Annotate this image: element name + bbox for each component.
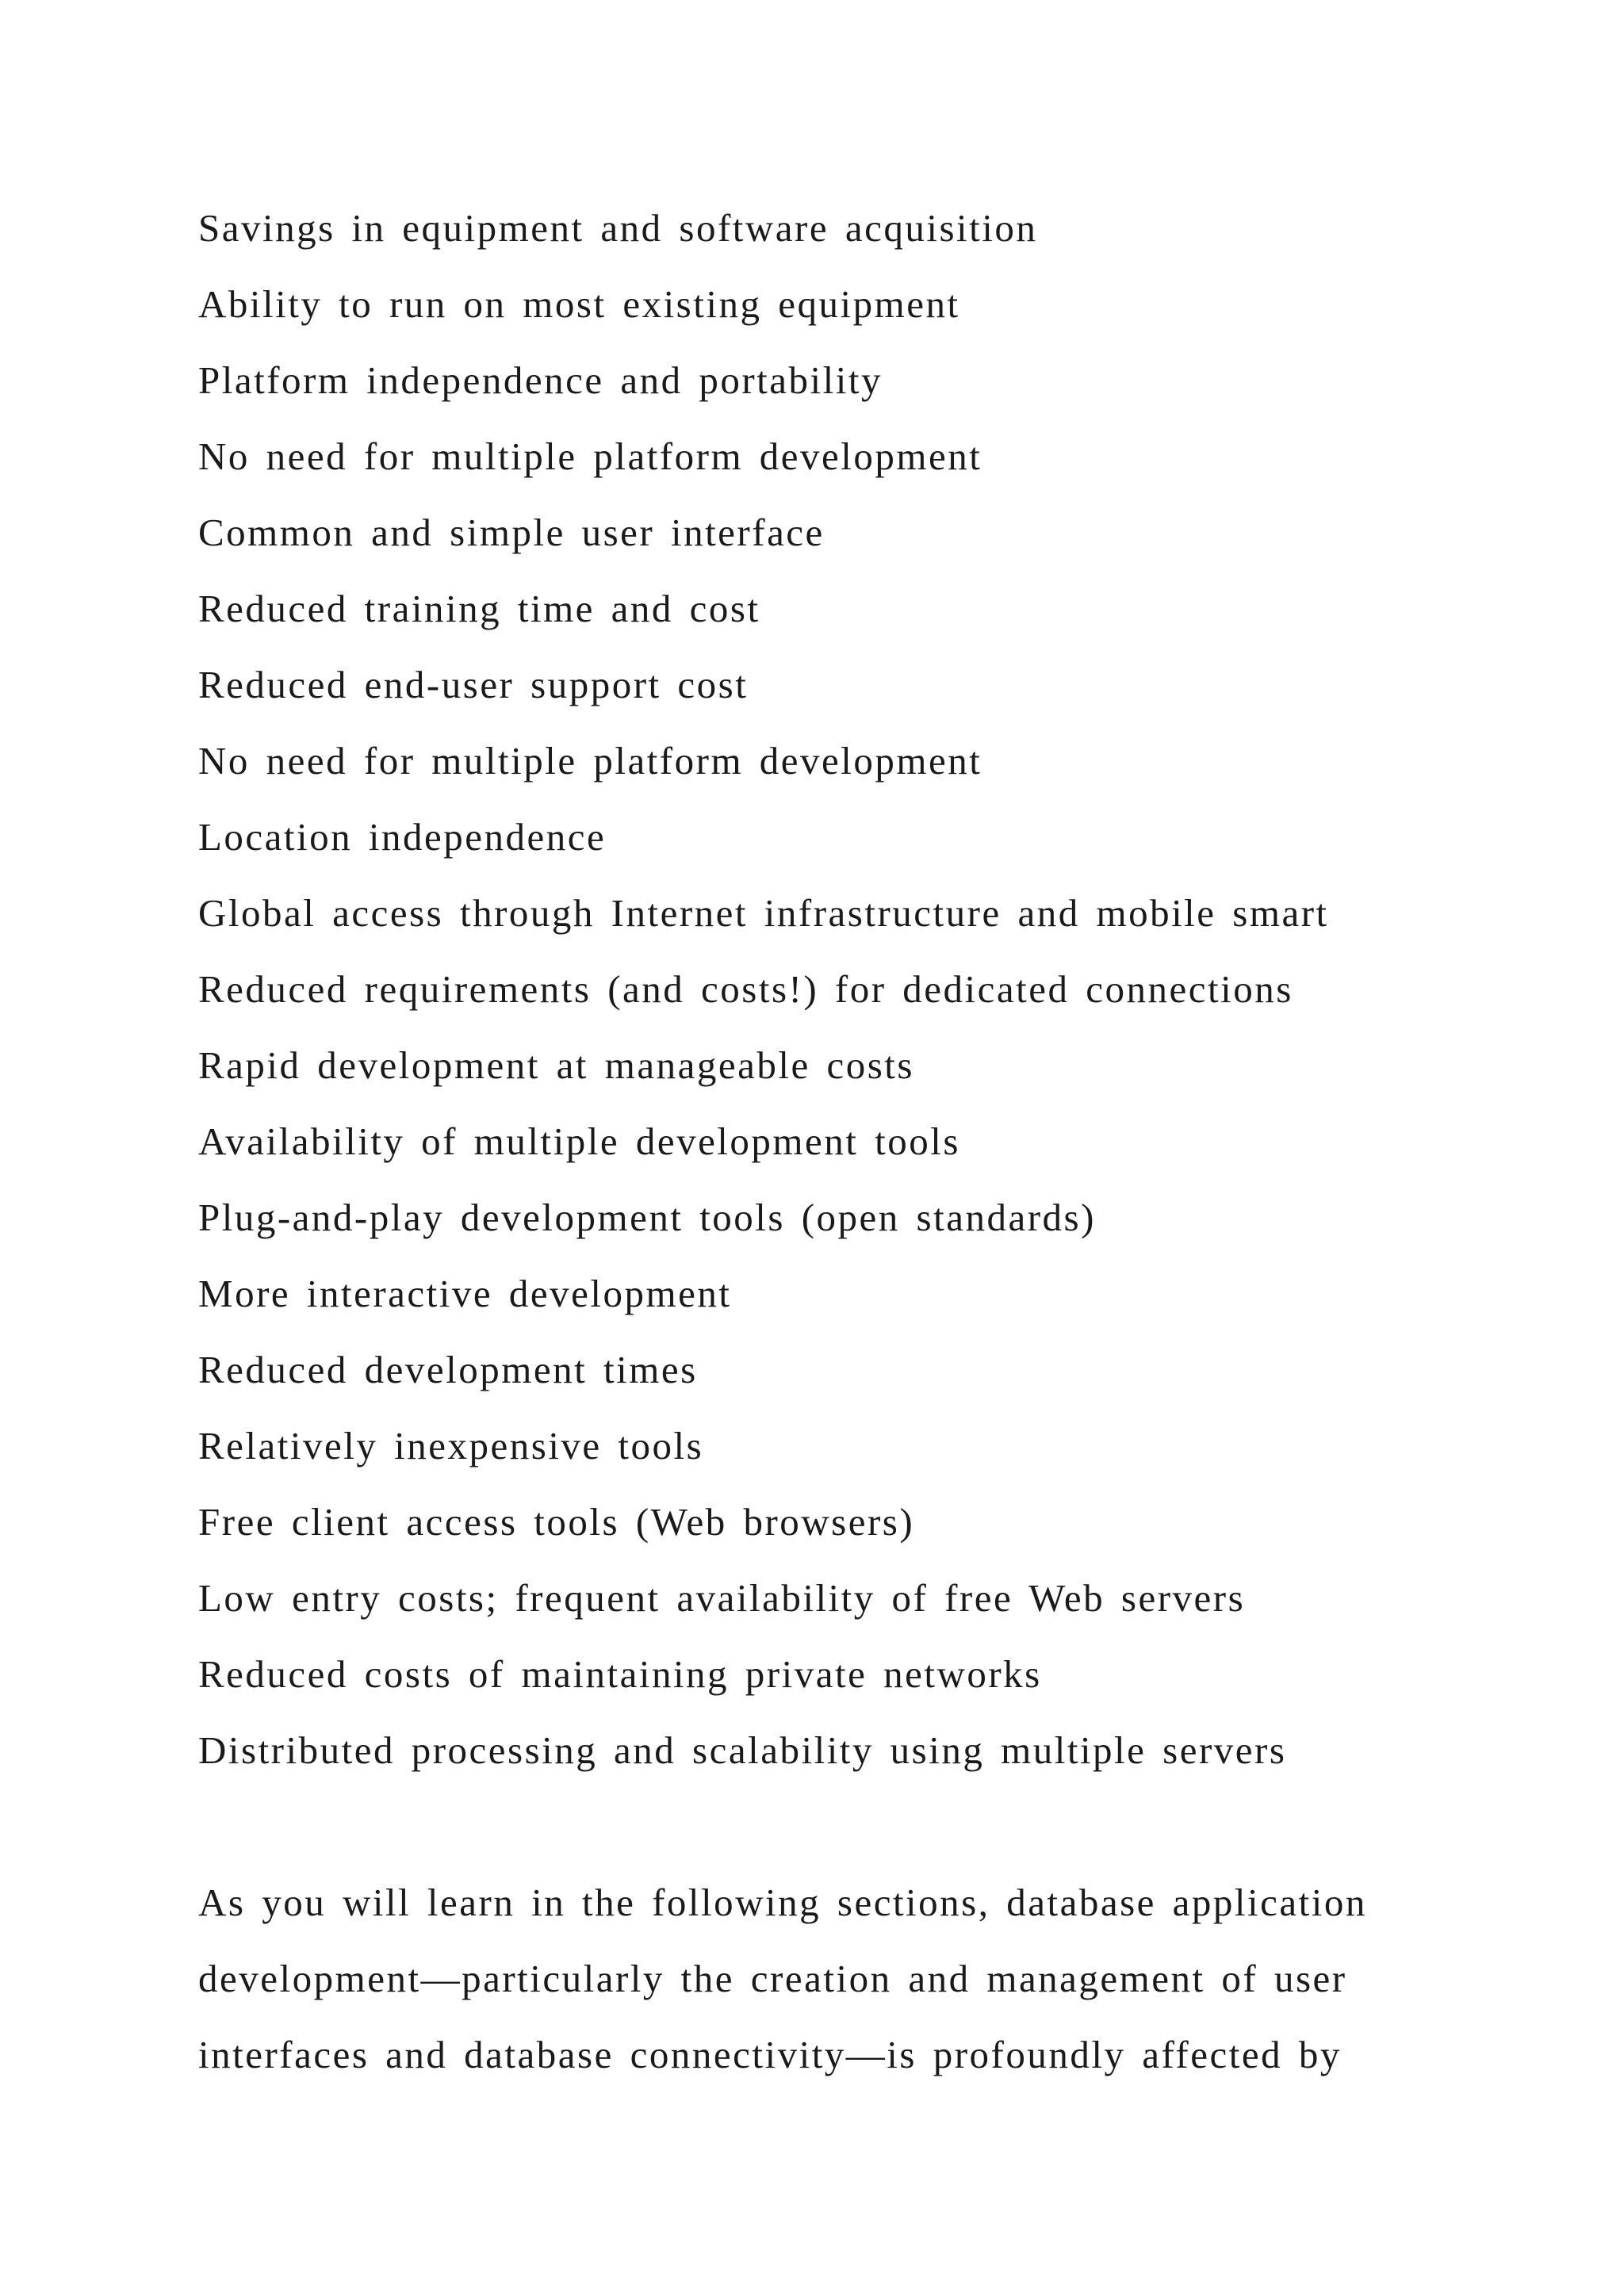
body-paragraph: [198, 1865, 1546, 2093]
list-item: Ability to run on most existing equipment: [198, 282, 960, 326]
list-item: Platform independence and portability: [198, 358, 883, 402]
list-item: No need for multiple platform development: [198, 434, 982, 478]
list-item: Reduced training time and cost: [198, 587, 760, 630]
list-item: Distributed processing and scalability using multiple servers: [198, 1728, 1287, 1772]
list-item: Availability of multiple development tools: [198, 1119, 960, 1163]
list-item: Plug-and-play development tools (open standards): [198, 1196, 1096, 1239]
list-item: Low entry costs; frequent availability of free Web servers: [198, 1576, 1246, 1620]
list-item: Common and simple user interface: [198, 511, 825, 554]
list-item: Reduced costs of maintaining private networks: [198, 1652, 1042, 1696]
list-item: Free client access tools (Web browsers): [198, 1500, 915, 1544]
paragraph-line: development—particularly the creation and management of user: [198, 1957, 1347, 2000]
list-item: Global access through Internet infrastructure and mobile smart: [198, 891, 1329, 935]
list-item: Relatively inexpensive tools: [198, 1424, 704, 1468]
list-item: Location independence: [198, 815, 607, 859]
list-item: Reduced development times: [198, 1348, 698, 1391]
list-item: More interactive development: [198, 1272, 732, 1315]
list-item: Reduced requirements (and costs!) for dedicated connections: [198, 967, 1293, 1011]
list-item: Rapid development at manageable costs: [198, 1043, 914, 1087]
paragraph-line: As you will learn in the following sections, database application: [198, 1881, 1367, 1924]
list-item: Savings in equipment and software acquisition: [198, 206, 1038, 250]
list-item: No need for multiple platform development: [198, 739, 982, 783]
paragraph-line: interfaces and database connectivity—is profoundly affected by: [198, 2033, 1342, 2076]
benefits-list: [198, 190, 1546, 1789]
document-page: [198, 190, 1546, 2093]
list-item: Reduced end-user support cost: [198, 663, 749, 706]
